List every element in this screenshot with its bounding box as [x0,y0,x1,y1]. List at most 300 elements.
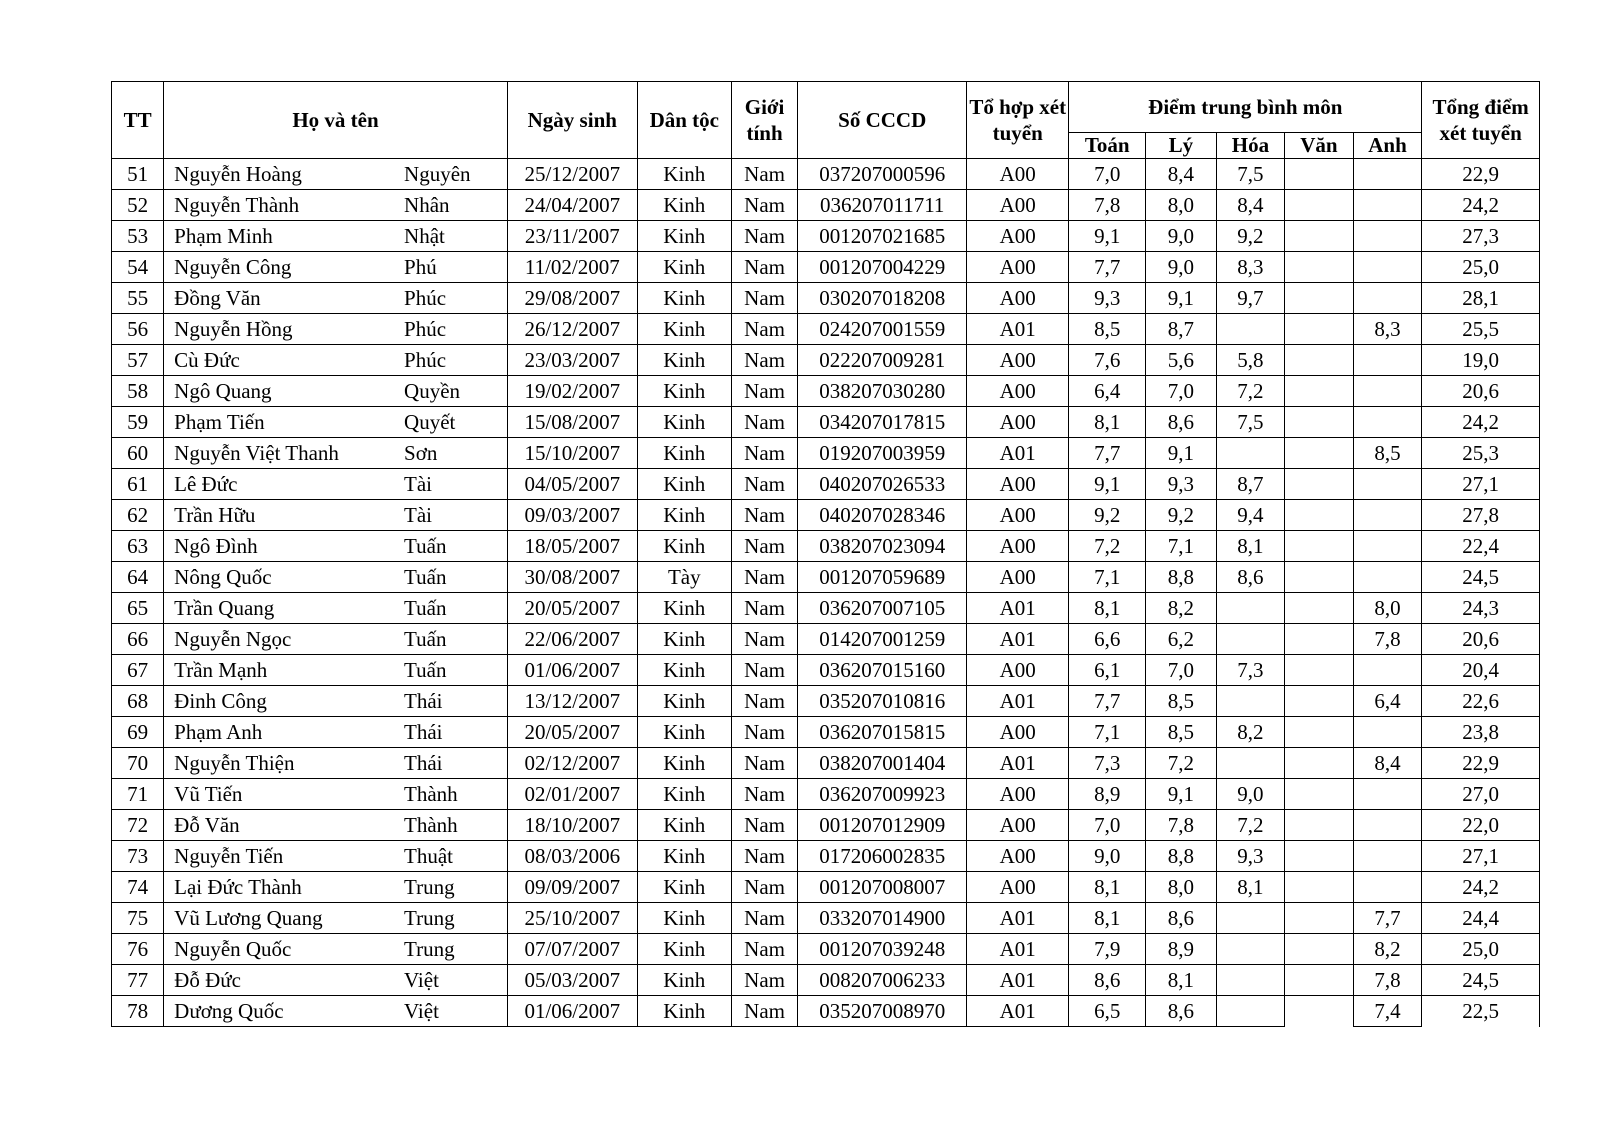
cell-date-of-birth: 23/11/2007 [507,221,637,252]
cell-score-chemistry: 8,3 [1216,252,1285,283]
cell-ethnicity: Kinh [637,841,731,872]
cell-score-chemistry [1216,996,1285,1027]
cell-total-score: 27,3 [1422,221,1540,252]
cell-score-physics: 9,1 [1146,779,1217,810]
table-row [112,903,1540,934]
cell-score-physics: 8,5 [1146,686,1217,717]
cell-score-english [1353,190,1422,221]
cell-score-math: 9,3 [1069,283,1146,314]
cell-given-name: Việt [404,996,507,1027]
cell-subject-combination: A00 [967,407,1069,438]
cell-score-physics: 8,1 [1146,965,1217,996]
cell-tt: 70 [112,748,164,779]
cell-ethnicity: Kinh [637,345,731,376]
cell-id-number: 017206002835 [798,841,967,872]
cell-score-literature [1285,345,1354,376]
cell-subject-combination: A00 [967,810,1069,841]
cell-surname: Đinh Công [164,686,404,717]
cell-given-name: Nhật [404,221,507,252]
cell-ethnicity: Kinh [637,965,731,996]
cell-score-literature [1285,748,1354,779]
cell-score-chemistry: 8,7 [1216,469,1285,500]
cell-id-number: 001207012909 [798,810,967,841]
header-ethnicity: Dân tộc [637,82,731,159]
cell-date-of-birth: 11/02/2007 [507,252,637,283]
cell-id-number: 038207023094 [798,531,967,562]
cell-score-literature [1285,810,1354,841]
cell-id-number: 040207028346 [798,500,967,531]
cell-score-chemistry: 7,2 [1216,810,1285,841]
cell-gender: Nam [731,469,797,500]
cell-surname: Nông Quốc [164,562,404,593]
cell-surname: Nguyễn Quốc [164,934,404,965]
cell-score-literature [1285,996,1354,1027]
cell-total-score: 22,9 [1422,748,1540,779]
cell-score-math: 7,7 [1069,438,1146,469]
cell-score-literature [1285,531,1354,562]
cell-tt: 76 [112,934,164,965]
cell-tt: 59 [112,407,164,438]
cell-subject-combination: A01 [967,903,1069,934]
header-subject-physics: Lý [1146,133,1217,159]
cell-subject-combination: A00 [967,221,1069,252]
cell-score-literature [1285,934,1354,965]
table-row [112,965,1540,996]
table-row [112,376,1540,407]
cell-date-of-birth: 23/03/2007 [507,345,637,376]
cell-gender: Nam [731,779,797,810]
cell-surname: Nguyễn Ngọc [164,624,404,655]
cell-subject-combination: A00 [967,252,1069,283]
table-row [112,531,1540,562]
cell-id-number: 001207039248 [798,934,967,965]
cell-score-literature [1285,500,1354,531]
cell-score-literature [1285,717,1354,748]
table-row [112,252,1540,283]
cell-date-of-birth: 22/06/2007 [507,624,637,655]
cell-score-math: 8,1 [1069,593,1146,624]
cell-score-physics: 9,0 [1146,221,1217,252]
table-row [112,500,1540,531]
cell-score-english [1353,221,1422,252]
table-row [112,624,1540,655]
cell-score-english [1353,500,1422,531]
cell-subject-combination: A01 [967,624,1069,655]
cell-surname: Lê Đức [164,469,404,500]
cell-given-name: Phúc [404,345,507,376]
cell-surname: Ngô Quang [164,376,404,407]
cell-surname: Ngô Đình [164,531,404,562]
cell-given-name: Thành [404,779,507,810]
cell-date-of-birth: 19/02/2007 [507,376,637,407]
cell-subject-combination: A01 [967,593,1069,624]
cell-score-chemistry: 5,8 [1216,345,1285,376]
cell-id-number: 033207014900 [798,903,967,934]
cell-score-literature [1285,655,1354,686]
cell-subject-combination: A01 [967,965,1069,996]
cell-gender: Nam [731,624,797,655]
cell-score-physics: 7,8 [1146,810,1217,841]
cell-gender: Nam [731,655,797,686]
cell-score-english [1353,252,1422,283]
cell-total-score: 25,5 [1422,314,1540,345]
cell-total-score: 24,5 [1422,562,1540,593]
table-row [112,872,1540,903]
cell-id-number: 014207001259 [798,624,967,655]
cell-surname: Nguyễn Việt Thanh [164,438,404,469]
cell-total-score: 24,3 [1422,593,1540,624]
table-row [112,159,1540,190]
cell-gender: Nam [731,841,797,872]
cell-score-literature [1285,624,1354,655]
cell-total-score: 25,0 [1422,934,1540,965]
admission-score-table [111,81,1540,1027]
cell-score-chemistry: 9,7 [1216,283,1285,314]
cell-score-physics: 8,8 [1146,562,1217,593]
cell-score-literature [1285,779,1354,810]
cell-score-chemistry: 8,1 [1216,872,1285,903]
cell-subject-combination: A00 [967,562,1069,593]
header-average-scores: Điểm trung bình môn [1069,82,1422,133]
cell-tt: 71 [112,779,164,810]
cell-subject-combination: A00 [967,531,1069,562]
cell-score-literature [1285,190,1354,221]
cell-score-literature [1285,221,1354,252]
cell-given-name: Tuấn [404,593,507,624]
cell-ethnicity: Kinh [637,190,731,221]
cell-score-english [1353,159,1422,190]
cell-date-of-birth: 24/04/2007 [507,190,637,221]
cell-gender: Nam [731,314,797,345]
table-row [112,221,1540,252]
cell-score-physics: 8,5 [1146,717,1217,748]
cell-score-math: 7,1 [1069,562,1146,593]
cell-gender: Nam [731,376,797,407]
cell-score-chemistry [1216,903,1285,934]
cell-score-literature [1285,376,1354,407]
cell-date-of-birth: 02/01/2007 [507,779,637,810]
cell-tt: 53 [112,221,164,252]
cell-total-score: 23,8 [1422,717,1540,748]
cell-date-of-birth: 01/06/2007 [507,996,637,1027]
cell-ethnicity: Kinh [637,810,731,841]
cell-tt: 63 [112,531,164,562]
cell-score-chemistry [1216,314,1285,345]
cell-surname: Đồng Văn [164,283,404,314]
cell-total-score: 22,6 [1422,686,1540,717]
cell-score-math: 6,1 [1069,655,1146,686]
cell-id-number: 034207017815 [798,407,967,438]
header-gender: Giới tính [731,82,797,159]
cell-score-physics: 8,9 [1146,934,1217,965]
cell-score-chemistry: 8,1 [1216,531,1285,562]
cell-score-literature [1285,686,1354,717]
cell-score-math: 9,2 [1069,500,1146,531]
cell-gender: Nam [731,996,797,1027]
cell-score-math: 7,0 [1069,810,1146,841]
cell-score-chemistry [1216,934,1285,965]
cell-score-chemistry: 9,4 [1216,500,1285,531]
cell-total-score: 27,0 [1422,779,1540,810]
cell-score-physics: 7,0 [1146,655,1217,686]
cell-date-of-birth: 13/12/2007 [507,686,637,717]
cell-score-chemistry: 9,0 [1216,779,1285,810]
cell-score-math: 7,3 [1069,748,1146,779]
cell-id-number: 030207018208 [798,283,967,314]
cell-given-name: Thái [404,686,507,717]
cell-score-literature [1285,159,1354,190]
cell-score-chemistry: 8,2 [1216,717,1285,748]
cell-tt: 66 [112,624,164,655]
cell-subject-combination: A00 [967,159,1069,190]
cell-subject-combination: A00 [967,655,1069,686]
cell-score-english: 8,2 [1353,934,1422,965]
cell-total-score: 22,0 [1422,810,1540,841]
cell-id-number: 001207059689 [798,562,967,593]
cell-given-name: Phú [404,252,507,283]
cell-score-english [1353,872,1422,903]
cell-score-math: 8,1 [1069,903,1146,934]
cell-ethnicity: Kinh [637,779,731,810]
cell-subject-combination: A00 [967,779,1069,810]
cell-score-english [1353,810,1422,841]
cell-score-chemistry: 8,4 [1216,190,1285,221]
cell-score-math: 6,6 [1069,624,1146,655]
cell-score-physics: 8,2 [1146,593,1217,624]
cell-gender: Nam [731,810,797,841]
cell-given-name: Quyền [404,376,507,407]
cell-subject-combination: A00 [967,190,1069,221]
cell-ethnicity: Kinh [637,655,731,686]
cell-subject-combination: A00 [967,872,1069,903]
cell-score-chemistry [1216,593,1285,624]
cell-score-english: 8,3 [1353,314,1422,345]
cell-score-chemistry: 7,5 [1216,159,1285,190]
cell-surname: Nguyễn Thành [164,190,404,221]
cell-id-number: 001207008007 [798,872,967,903]
cell-tt: 57 [112,345,164,376]
cell-subject-combination: A00 [967,376,1069,407]
cell-score-english: 6,4 [1353,686,1422,717]
cell-id-number: 040207026533 [798,469,967,500]
cell-ethnicity: Kinh [637,221,731,252]
cell-score-chemistry: 8,6 [1216,562,1285,593]
cell-ethnicity: Kinh [637,314,731,345]
cell-score-physics: 9,2 [1146,500,1217,531]
cell-gender: Nam [731,345,797,376]
cell-gender: Nam [731,407,797,438]
cell-surname: Trần Quang [164,593,404,624]
cell-score-english [1353,531,1422,562]
cell-ethnicity: Tày [637,562,731,593]
cell-score-english: 8,0 [1353,593,1422,624]
cell-surname: Nguyễn Hồng [164,314,404,345]
cell-surname: Vũ Tiến [164,779,404,810]
table-row [112,996,1540,1027]
cell-given-name: Nguyên [404,159,507,190]
cell-score-literature [1285,841,1354,872]
cell-total-score: 24,2 [1422,407,1540,438]
header-full-name: Họ và tên [164,82,508,159]
table-row [112,283,1540,314]
cell-score-physics: 9,3 [1146,469,1217,500]
cell-date-of-birth: 09/03/2007 [507,500,637,531]
cell-score-chemistry: 7,2 [1216,376,1285,407]
cell-subject-combination: A00 [967,841,1069,872]
cell-date-of-birth: 04/05/2007 [507,469,637,500]
cell-ethnicity: Kinh [637,686,731,717]
cell-score-literature [1285,438,1354,469]
cell-score-literature [1285,562,1354,593]
cell-score-english: 7,4 [1353,996,1422,1027]
cell-score-physics: 8,8 [1146,841,1217,872]
cell-subject-combination: A00 [967,500,1069,531]
cell-score-physics: 7,1 [1146,531,1217,562]
cell-tt: 77 [112,965,164,996]
cell-tt: 54 [112,252,164,283]
table-row [112,190,1540,221]
cell-tt: 68 [112,686,164,717]
cell-given-name: Thái [404,748,507,779]
cell-score-english [1353,407,1422,438]
cell-given-name: Phúc [404,283,507,314]
table-row [112,562,1540,593]
cell-subject-combination: A01 [967,934,1069,965]
cell-tt: 55 [112,283,164,314]
cell-given-name: Quyết [404,407,507,438]
cell-total-score: 20,4 [1422,655,1540,686]
cell-score-english: 8,5 [1353,438,1422,469]
cell-total-score: 20,6 [1422,624,1540,655]
cell-gender: Nam [731,531,797,562]
cell-total-score: 24,2 [1422,190,1540,221]
cell-score-math: 7,9 [1069,934,1146,965]
cell-given-name: Trung [404,903,507,934]
cell-score-literature [1285,965,1354,996]
cell-gender: Nam [731,717,797,748]
cell-subject-combination: A01 [967,686,1069,717]
cell-ethnicity: Kinh [637,376,731,407]
cell-date-of-birth: 05/03/2007 [507,965,637,996]
cell-tt: 62 [112,500,164,531]
cell-ethnicity: Kinh [637,934,731,965]
cell-id-number: 036207011711 [798,190,967,221]
cell-gender: Nam [731,562,797,593]
cell-total-score: 28,1 [1422,283,1540,314]
cell-given-name: Thuật [404,841,507,872]
table-row [112,686,1540,717]
table-row [112,314,1540,345]
cell-gender: Nam [731,283,797,314]
cell-score-chemistry: 7,5 [1216,407,1285,438]
table-row [112,469,1540,500]
cell-id-number: 038207030280 [798,376,967,407]
cell-gender: Nam [731,221,797,252]
cell-score-chemistry: 9,3 [1216,841,1285,872]
cell-score-english [1353,376,1422,407]
cell-gender: Nam [731,190,797,221]
cell-ethnicity: Kinh [637,159,731,190]
cell-score-math: 8,5 [1069,314,1146,345]
cell-score-literature [1285,283,1354,314]
cell-score-physics: 8,4 [1146,159,1217,190]
cell-score-math: 8,1 [1069,872,1146,903]
header-subject-math: Toán [1069,133,1146,159]
cell-score-english [1353,283,1422,314]
cell-score-physics: 9,1 [1146,438,1217,469]
cell-date-of-birth: 15/10/2007 [507,438,637,469]
cell-score-math: 9,1 [1069,469,1146,500]
table-row [112,655,1540,686]
table-row [112,438,1540,469]
cell-gender: Nam [731,965,797,996]
cell-score-math: 8,9 [1069,779,1146,810]
cell-total-score: 27,8 [1422,500,1540,531]
cell-score-math: 7,0 [1069,159,1146,190]
cell-id-number: 037207000596 [798,159,967,190]
cell-total-score: 27,1 [1422,841,1540,872]
cell-date-of-birth: 20/05/2007 [507,717,637,748]
cell-score-chemistry [1216,965,1285,996]
cell-given-name: Việt [404,965,507,996]
cell-total-score: 22,5 [1422,996,1540,1027]
cell-score-english [1353,717,1422,748]
cell-id-number: 001207004229 [798,252,967,283]
cell-tt: 65 [112,593,164,624]
cell-score-english [1353,841,1422,872]
cell-score-chemistry [1216,438,1285,469]
cell-date-of-birth: 25/12/2007 [507,159,637,190]
cell-surname: Nguyễn Thiện [164,748,404,779]
cell-gender: Nam [731,593,797,624]
cell-score-chemistry [1216,686,1285,717]
cell-ethnicity: Kinh [637,531,731,562]
cell-surname: Vũ Lương Quang [164,903,404,934]
cell-id-number: 022207009281 [798,345,967,376]
cell-surname: Đỗ Văn [164,810,404,841]
cell-score-physics: 7,2 [1146,748,1217,779]
cell-ethnicity: Kinh [637,283,731,314]
cell-score-english: 7,8 [1353,624,1422,655]
cell-date-of-birth: 18/10/2007 [507,810,637,841]
cell-id-number: 008207006233 [798,965,967,996]
cell-date-of-birth: 09/09/2007 [507,872,637,903]
cell-total-score: 20,6 [1422,376,1540,407]
cell-surname: Nguyễn Tiến [164,841,404,872]
cell-given-name: Tài [404,500,507,531]
cell-score-physics: 8,0 [1146,190,1217,221]
cell-given-name: Tài [404,469,507,500]
cell-surname: Nguyễn Hoàng [164,159,404,190]
cell-score-literature [1285,252,1354,283]
cell-score-math: 9,1 [1069,221,1146,252]
header-total-score: Tổng điểm xét tuyển [1422,82,1540,159]
cell-date-of-birth: 18/05/2007 [507,531,637,562]
cell-score-english [1353,655,1422,686]
cell-id-number: 036207015815 [798,717,967,748]
table-row [112,779,1540,810]
cell-ethnicity: Kinh [637,593,731,624]
cell-ethnicity: Kinh [637,872,731,903]
cell-date-of-birth: 01/06/2007 [507,655,637,686]
cell-given-name: Phúc [404,314,507,345]
cell-score-chemistry: 9,2 [1216,221,1285,252]
cell-tt: 78 [112,996,164,1027]
cell-date-of-birth: 20/05/2007 [507,593,637,624]
cell-score-literature [1285,903,1354,934]
cell-score-physics: 9,0 [1146,252,1217,283]
cell-total-score: 22,9 [1422,159,1540,190]
